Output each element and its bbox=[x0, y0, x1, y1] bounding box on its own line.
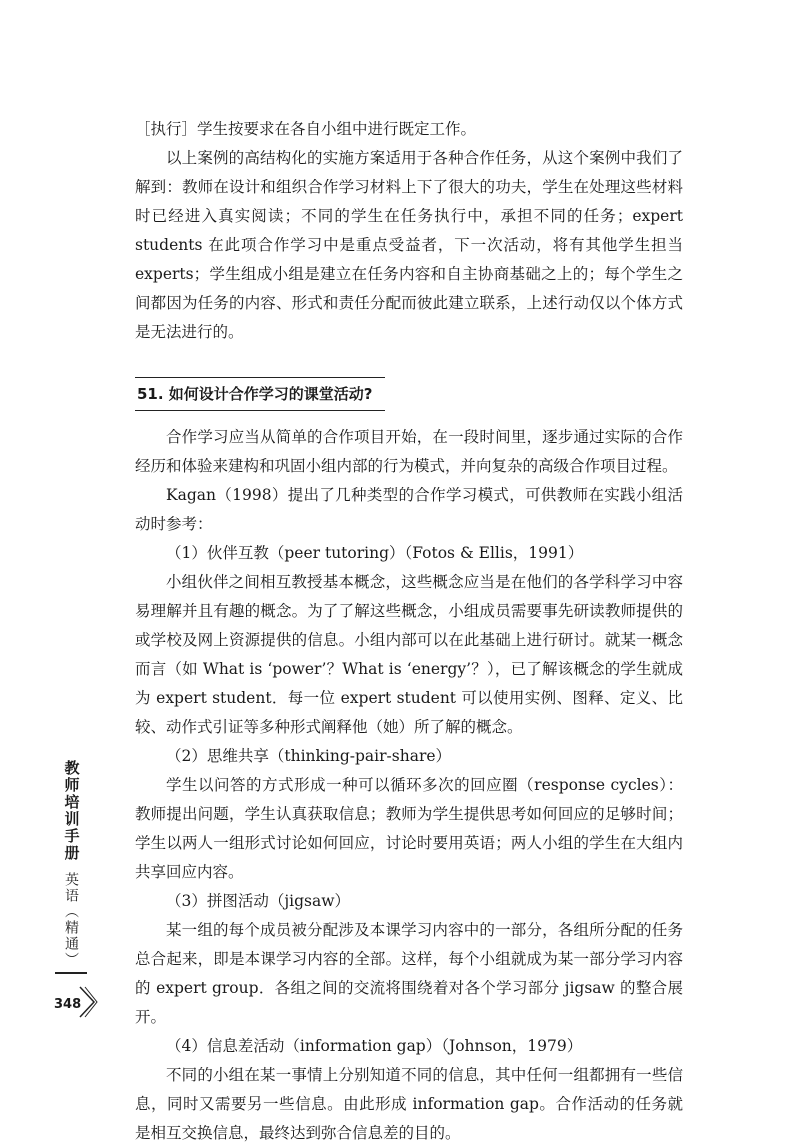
item-text-jigsaw: 某一组的每个成员被分配涉及本课学习内容中的一部分，各组所分配的任务总合起来，即是本课学习内容的全部。这样，每个小组就成为某一部分学习内容的 expert group．各组之间的交流将围绕着对各个学习部分 jigsaw 的整合展开。 bbox=[135, 921, 683, 1026]
paragraph-kagan: Kagan（1998）提出了几种类型的合作学习模式，可供教师在实践小组活动时参考： bbox=[135, 486, 683, 533]
side-tab bbox=[54, 760, 88, 974]
item-title-peer-tutoring: （1）伙伴互教（peer tutoring）（Fotos & Ellis，1991） bbox=[166, 544, 584, 562]
section-heading: 51. 如何设计合作学习的课堂活动? bbox=[137, 385, 373, 403]
item-text-information-gap: 不同的小组在某一事情上分别知道不同的信息，其中任何一组都拥有一些信息，同时又需要另一些信息。由此形成 information gap。合作活动的任务就是相互交换信息，最终达到弥合信息差的目的。 bbox=[135, 1066, 683, 1142]
page-number: 348 bbox=[54, 997, 82, 1012]
item-title-information-gap: （4）信息差活动（information gap）（Johnson，1979） bbox=[166, 1037, 583, 1055]
heading-bottom-rule bbox=[135, 410, 385, 411]
paragraph-case-summary: 以上案例的高结构化的实施方案适用于各种合作任务，从这个案例中我们了解到：教师在设计和组织合作学习材料上下了很大的功夫，学生在处理这些材料时已经进入真实阅读；不同的学生在任务执行中，承担不同的任务；expert students 在此项合作学习中是重点受益者，下一次活动，将有其他学生担当 experts；学生组成小组是建立在任务内容和自主协商基础之上的；每个学生之间都因为任务的内容、形式和责任分配而彼此建立联系，上述行动仅以个体方式是无法进行的。 bbox=[135, 149, 683, 341]
series-subtitle: 英语（精通） bbox=[63, 872, 79, 968]
paragraph-execution: ［执行］学生按要求在各自小组中进行既定工作。 bbox=[135, 120, 477, 138]
item-text-think-pair-share: 学生以问答的方式形成一种可以循环多次的回应圈（response cycles）：教师提出问题，学生认真获取信息；教师为学生提供思考如何回应的足够时间；学生以两人一组形式讨论如何回应，讨论时要用英语；两人小组的学生在大组内共享回应内容。 bbox=[135, 776, 683, 881]
section-heading-block bbox=[135, 377, 385, 411]
item-text-peer-tutoring: 小组伙伴之间相互教授基本概念，这些概念应当是在他们的各学科学习中容易理解并且有趣的概念。为了了解这些概念，小组成员需要事先研读教师提供的或学校及网上资源提供的信息。小组内部可以在此基础上进行研讨。就某一概念而言（如 What is ‘power’？What is ‘energy’？），已了解该概念的学生就成为 expert student．每一位 expert student 可以使用实例、图释、定义、比较、动作式引证等多种形式阐释他（她）所了解的概念。 bbox=[135, 573, 683, 736]
paragraph-intro: 合作学习应当从简单的合作项目开始，在一段时间里，逐步通过实际的合作经历和体验来建构和巩固小组内部的行为模式，并向复杂的高级合作项目过程。 bbox=[135, 428, 683, 475]
side-rule bbox=[55, 972, 87, 974]
main-text bbox=[135, 115, 683, 1148]
series-title: 教师培训手册 bbox=[62, 760, 81, 862]
item-title-think-pair-share: （2）思维共享（thinking-pair-share） bbox=[166, 747, 452, 765]
item-title-jigsaw: （3）拼图活动（jigsaw） bbox=[166, 892, 351, 910]
